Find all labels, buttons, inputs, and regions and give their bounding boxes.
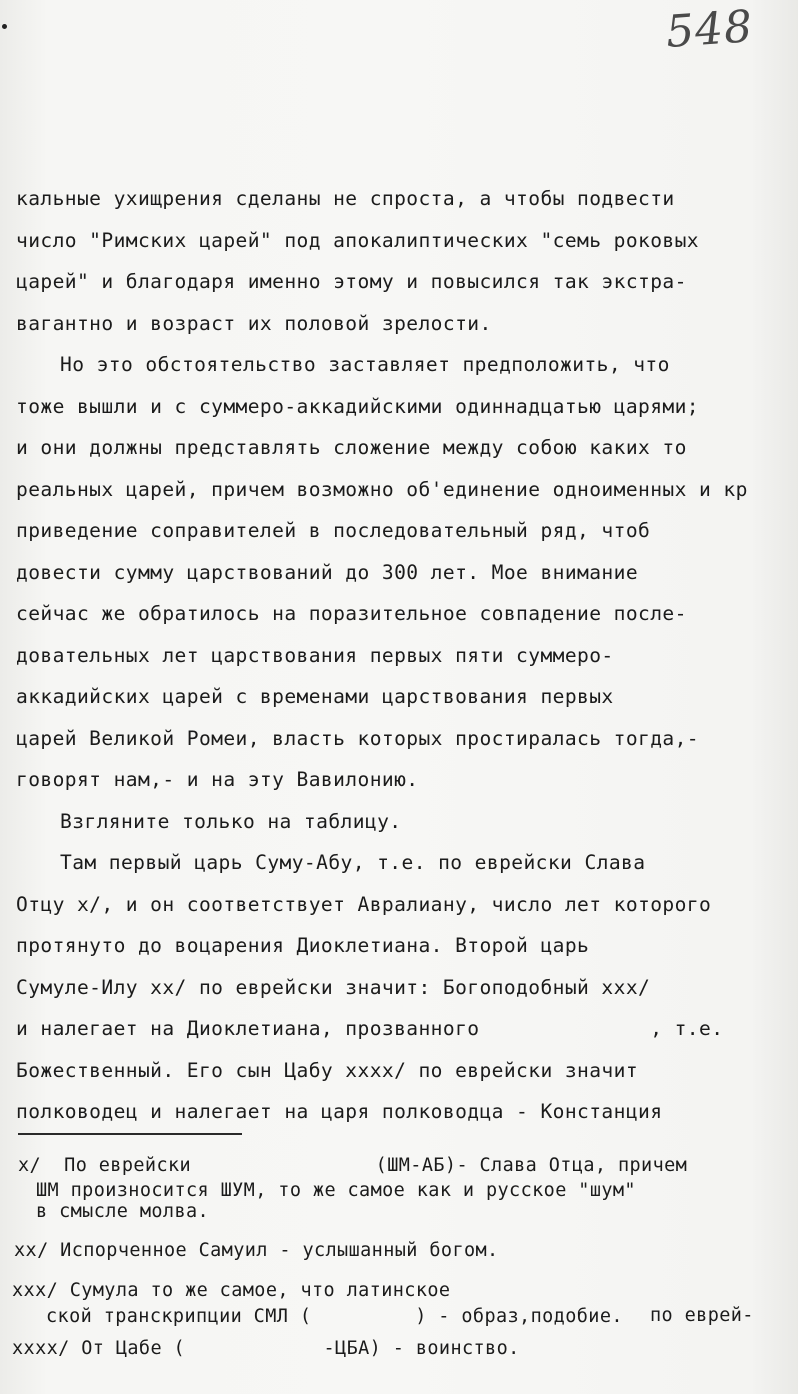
body-text bbox=[16, 178, 786, 1133]
body-line: Божественный. Его сын Цабу xxxx/ по еврейски значит bbox=[16, 1058, 639, 1082]
body-line: полководец и налегает на царя полководца - Констанция bbox=[16, 1100, 663, 1123]
body-line: вагантно и возраст их половой зрелости. bbox=[16, 311, 492, 335]
body-line: довести сумму царствований до 300 лет. Мое внимание bbox=[16, 560, 639, 584]
footnote-3-continuation: по еврей- bbox=[650, 1305, 754, 1326]
body-line: говорят нам,- и на эту Вавилонию. bbox=[16, 768, 419, 791]
body-line: сейчас же обратилось на поразительное совпадение после- bbox=[16, 602, 687, 625]
body-line: царей" и благодаря именно этому и повысился так экстра- bbox=[16, 270, 687, 293]
body-line: и налегает на Диоклетиана, прозванного , т.е. bbox=[16, 1017, 724, 1040]
footnote-1-line-3: в смысле молва. bbox=[36, 1201, 210, 1222]
body-line: Взгляните только на таблицу. bbox=[60, 809, 402, 833]
body-line: число "Римских царей" под апокалиптических "семь роковых bbox=[16, 228, 699, 252]
footnote-2: xx/ Испорченное Самуил - услышанный богом. bbox=[14, 1240, 499, 1261]
body-line: аккадийских царей с временами царствования первых bbox=[16, 685, 614, 708]
body-line: и они должны представлять сложение между собою каких то bbox=[16, 436, 687, 459]
body-line: довательных лет царствования первых пяти суммеро- bbox=[16, 643, 614, 667]
body-line: Отцу x/, и он соответствует Авралиану, число лет которого bbox=[16, 892, 712, 916]
body-line: протянуто до воцарения Диоклетиана. Второй царь bbox=[16, 934, 590, 957]
body-line: царей Великой Ромеи, власть которых простиралась тогда,- bbox=[16, 726, 699, 750]
body-line: приведение соправителей в последовательный ряд, чтоб bbox=[16, 519, 651, 542]
body-line: кальные ухищрения сделаны не спроста, а чтобы подвести bbox=[16, 187, 675, 210]
footnote-4: xxxx/ От Цабе ( -ЦБА) - воинство. bbox=[12, 1338, 520, 1359]
footnote-divider bbox=[18, 1133, 242, 1135]
body-line: Сумуле-Илу xx/ по еврейски значит: Богоподобный xxx/ bbox=[16, 975, 651, 999]
body-line: тоже вышли и с суммеро-аккадийскими одиннадцатью царями; bbox=[16, 394, 699, 418]
footnote-1-line-2: ШМ произносится ШУМ, то же самое как и русское "шум" bbox=[36, 1180, 636, 1201]
footnote-3-line-2: ской транскрипции СМЛ ( ) - образ,подобие. bbox=[46, 1306, 623, 1327]
body-line: реальных царей, причем возможно об'единение одноименных и кр bbox=[16, 477, 748, 501]
body-line: Там первый царь Суму-Абу, т.е. по еврейски Слава bbox=[60, 851, 646, 874]
ink-dot bbox=[2, 24, 7, 29]
footnote-3-line-1: xxx/ Сумула то же самое, что латинское bbox=[12, 1280, 451, 1301]
page-number: 548 bbox=[664, 1, 755, 58]
footnote-1-line-1: x/ По еврейски (ШМ-АБ)- Слава Отца, причем bbox=[18, 1155, 688, 1176]
body-line: Но это обстоятельство заставляет предположить, что bbox=[60, 353, 670, 376]
